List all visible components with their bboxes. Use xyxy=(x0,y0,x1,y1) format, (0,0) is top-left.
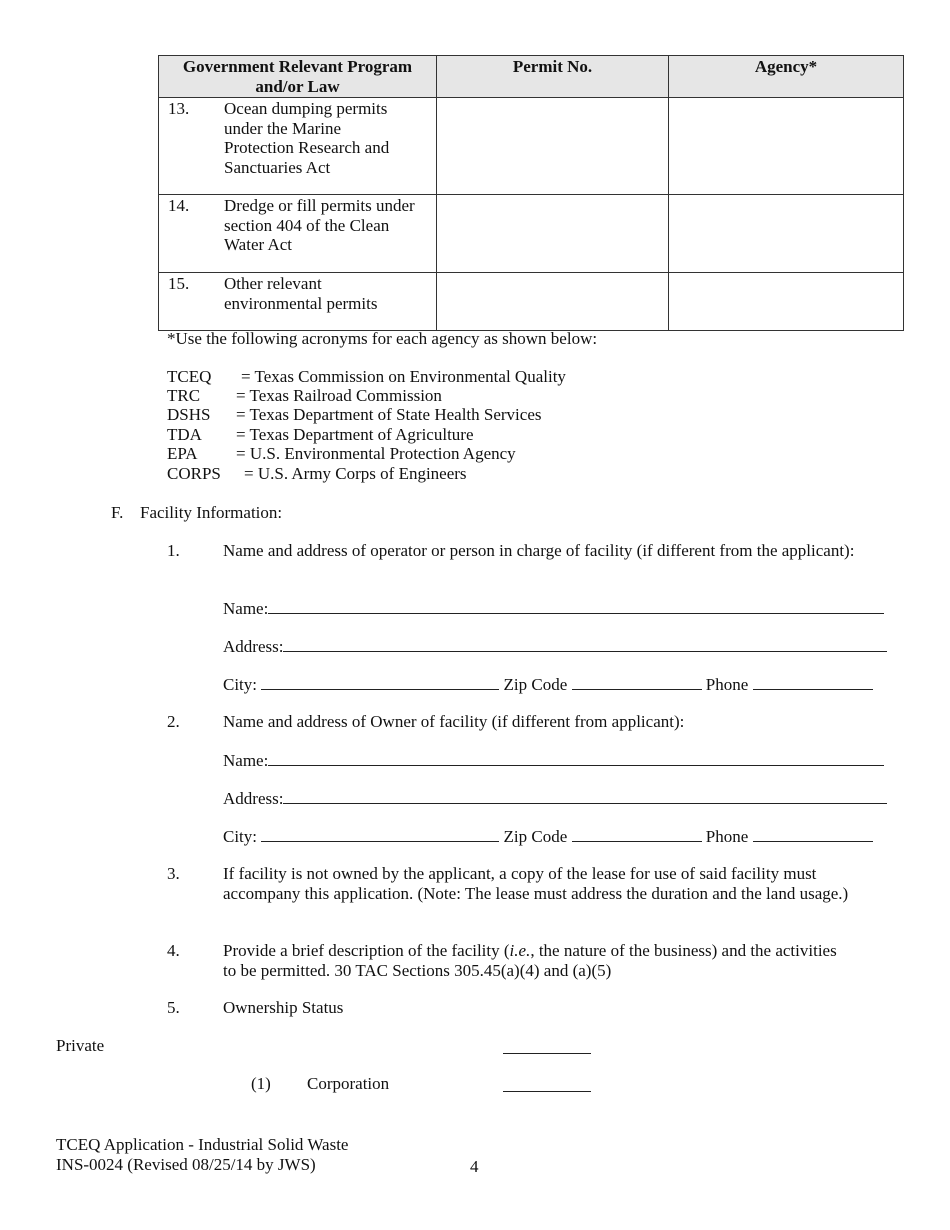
operator-address-field[interactable] xyxy=(283,636,887,652)
acronym-def: = Texas Department of State Health Services xyxy=(236,405,542,424)
item5-text: Ownership Status xyxy=(223,998,344,1017)
item-number: 3. xyxy=(167,864,180,883)
private-blank[interactable] xyxy=(503,1037,591,1054)
item-number: 2. xyxy=(167,712,180,731)
item1-text: Name and address of operator or person in charge of facility (if different from the applicant): xyxy=(223,541,855,560)
item4-text-part: Provide a brief description of the facility ( xyxy=(223,941,510,960)
owner-name-field[interactable] xyxy=(268,750,884,766)
acronym-abbr: TCEQ xyxy=(167,367,212,386)
program-text: Dredge or fill permits under section 404 of the Clean Water Act xyxy=(224,196,415,254)
acronym-def: = Texas Commission on Environmental Quality xyxy=(241,367,566,386)
item3-text: If facility is not owned by the applicant, a copy of the lease for use of said facility must accompany this application. (Note: The lease must address the duration and the land usage.) xyxy=(223,864,849,903)
table-header-row xyxy=(159,56,904,98)
permit-no-cell[interactable] xyxy=(437,195,669,273)
phone-label: Phone xyxy=(705,827,749,846)
city-label: City: xyxy=(223,827,258,846)
table-row xyxy=(159,273,904,331)
item-number: 4. xyxy=(167,941,180,960)
sub-number: (1) xyxy=(251,1074,271,1093)
operator-name-row xyxy=(223,598,884,619)
owner-name-row xyxy=(223,750,884,771)
item2-text: Name and address of Owner of facility (if different from applicant): xyxy=(223,712,685,731)
table-row xyxy=(159,195,904,273)
corporation-label: Corporation xyxy=(307,1074,390,1093)
page-number: 4 xyxy=(470,1157,479,1176)
operator-name-field[interactable] xyxy=(268,598,884,614)
acronym-abbr: CORPS xyxy=(167,464,221,483)
owner-zip-field[interactable] xyxy=(572,826,702,842)
acronym-abbr: TRC xyxy=(167,386,201,405)
item4-text xyxy=(223,941,853,980)
agency-cell[interactable] xyxy=(669,98,904,195)
header-agency: Agency* xyxy=(669,56,904,98)
corporation-blank[interactable] xyxy=(503,1075,591,1092)
private-label: Private xyxy=(56,1036,105,1055)
item-number: 5. xyxy=(167,998,180,1017)
operator-city-row xyxy=(223,674,873,695)
program-cell xyxy=(159,273,437,331)
owner-city-row xyxy=(223,826,873,847)
row-number: 14. xyxy=(168,196,190,215)
acronym-abbr: EPA xyxy=(167,444,198,463)
program-text: Ocean dumping permits under the Marine Protection Research and Sanctuaries Act xyxy=(224,99,390,177)
program-cell xyxy=(159,98,437,195)
operator-zip-field[interactable] xyxy=(572,674,702,690)
header-permit-no: Permit No. xyxy=(437,56,669,98)
footer-line2: INS-0024 (Revised 08/25/14 by JWS) xyxy=(56,1155,316,1174)
acronym-def: = Texas Department of Agriculture xyxy=(236,425,474,444)
phone-label: Phone xyxy=(705,675,749,694)
agency-cell[interactable] xyxy=(669,195,904,273)
acronym-def: = U.S. Army Corps of Engineers xyxy=(244,464,467,483)
owner-address-row xyxy=(223,788,887,809)
operator-city-field[interactable] xyxy=(261,674,499,690)
section-title: Facility Information: xyxy=(140,503,283,522)
agency-cell[interactable] xyxy=(669,273,904,331)
row-number: 13. xyxy=(168,99,190,118)
address-label: Address: xyxy=(223,637,284,656)
acronym-abbr: DSHS xyxy=(167,405,211,424)
owner-city-field[interactable] xyxy=(261,826,499,842)
item4-text-part: , the nature of the business) and the activities to be permitted. 30 TAC Sections 305.45(a)(4) and (a)(5) xyxy=(223,941,837,980)
header-program: Government Relevant Program and/or Law xyxy=(159,56,437,98)
operator-phone-field[interactable] xyxy=(753,674,873,690)
zip-label: Zip Code xyxy=(503,675,568,694)
name-label: Name: xyxy=(223,599,269,618)
acronym-abbr: TDA xyxy=(167,425,202,444)
zip-label: Zip Code xyxy=(503,827,568,846)
footer-line1: TCEQ Application - Industrial Solid Waste xyxy=(56,1135,349,1154)
program-text: Other relevant environmental permits xyxy=(224,274,378,313)
acronyms-intro: *Use the following acronyms for each agency as shown below: xyxy=(167,329,598,348)
table-row xyxy=(159,98,904,195)
permit-no-cell[interactable] xyxy=(437,98,669,195)
owner-phone-field[interactable] xyxy=(753,826,873,842)
row-number: 15. xyxy=(168,274,190,293)
name-label: Name: xyxy=(223,751,269,770)
acronym-def: = Texas Railroad Commission xyxy=(236,386,442,405)
permits-table xyxy=(158,55,904,331)
program-cell xyxy=(159,195,437,273)
operator-address-row xyxy=(223,636,887,657)
item4-text-italic: i.e. xyxy=(509,941,531,960)
address-label: Address: xyxy=(223,789,284,808)
owner-address-field[interactable] xyxy=(283,788,887,804)
item-number: 1. xyxy=(167,541,180,560)
acronym-def: = U.S. Environmental Protection Agency xyxy=(236,444,516,463)
permit-no-cell[interactable] xyxy=(437,273,669,331)
section-letter: F. xyxy=(111,503,124,522)
city-label: City: xyxy=(223,675,258,694)
